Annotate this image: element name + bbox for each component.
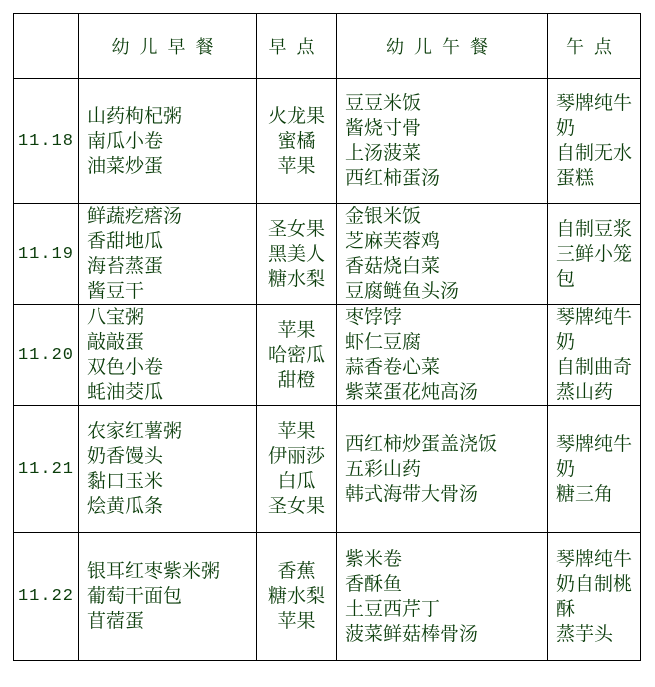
afternoon-snack-item: 奶 xyxy=(556,331,576,353)
header-breakfast: 幼儿早餐 xyxy=(79,14,257,79)
header-lunch: 幼儿午餐 xyxy=(337,14,548,79)
menu-body xyxy=(14,79,641,661)
morning-snack-item: 糖水梨 xyxy=(267,267,325,290)
afternoon-snack-item: 自制曲奇 xyxy=(556,356,633,378)
date-cell: 11.19 xyxy=(14,204,79,305)
morning-snack-item: 甜橙 xyxy=(277,368,316,391)
morning-snack-cell xyxy=(257,79,337,204)
afternoon-snack-item: 自制豆浆 xyxy=(556,217,633,240)
afternoon-snack-cell xyxy=(548,204,641,305)
afternoon-snack-item: 酥 xyxy=(556,597,576,620)
breakfast-item: 香甜地瓜 xyxy=(87,230,164,252)
lunch-item: 枣饽饽 xyxy=(345,306,403,328)
afternoon-snack-cell xyxy=(548,406,641,533)
afternoon-snack-item: 琴牌纯牛 xyxy=(556,547,633,570)
morning-snack-item: 苹果 xyxy=(277,154,316,177)
breakfast-item: 南瓜小卷 xyxy=(87,129,164,152)
afternoon-snack-item: 包 xyxy=(556,267,576,290)
breakfast-item: 葡萄干面包 xyxy=(87,585,183,607)
morning-snack-item: 圣女果 xyxy=(267,217,325,240)
breakfast-cell xyxy=(79,406,257,533)
afternoon-snack-cell xyxy=(548,305,641,406)
lunch-item: 土豆西芹丁 xyxy=(345,597,441,620)
lunch-item: 五彩山药 xyxy=(345,457,422,480)
lunch-item: 蒜香卷心菜 xyxy=(345,356,441,378)
menu-row xyxy=(14,79,641,204)
lunch-cell xyxy=(337,305,548,406)
date-cell: 11.18 xyxy=(14,79,79,204)
breakfast-item: 敲敲蛋 xyxy=(87,331,145,353)
morning-snack-cell xyxy=(257,305,337,406)
breakfast-item: 鲜蔬疙瘩汤 xyxy=(87,205,183,227)
breakfast-item: 八宝粥 xyxy=(87,306,145,328)
lunch-item: 菠菜鲜菇棒骨汤 xyxy=(345,622,479,645)
afternoon-snack-item: 自制无水 xyxy=(556,142,633,164)
lunch-cell xyxy=(337,533,548,661)
afternoon-snack-item: 糖三角 xyxy=(556,482,614,505)
afternoon-snack-cell xyxy=(548,533,641,661)
header-morning-snack: 早点 xyxy=(257,14,337,79)
date-cell: 11.21 xyxy=(14,406,79,533)
morning-snack-item: 圣女果 xyxy=(267,495,325,517)
breakfast-item: 烩黄瓜条 xyxy=(87,495,164,517)
header-row xyxy=(14,14,641,79)
lunch-item: 西红柿炒蛋盖浇饭 xyxy=(345,432,498,455)
lunch-item: 韩式海带大骨汤 xyxy=(345,482,479,505)
breakfast-item: 苜蓿蛋 xyxy=(87,610,145,632)
morning-snack-item: 苹果 xyxy=(277,610,316,632)
menu-row xyxy=(14,406,641,533)
morning-snack-item: 白瓜 xyxy=(277,470,316,492)
breakfast-cell xyxy=(79,305,257,406)
breakfast-item: 海苔蒸蛋 xyxy=(87,255,164,277)
morning-snack-item: 香蕉 xyxy=(277,560,316,582)
lunch-item: 紫菜蛋花炖高汤 xyxy=(345,381,479,403)
lunch-item: 豆豆米饭 xyxy=(345,92,422,114)
lunch-item: 香菇烧白菜 xyxy=(345,255,441,277)
afternoon-snack-item: 奶自制桃 xyxy=(556,572,633,595)
breakfast-item: 双色小卷 xyxy=(87,356,164,378)
morning-snack-item: 伊丽莎 xyxy=(267,445,325,467)
header-date xyxy=(14,14,79,79)
afternoon-snack-item: 奶 xyxy=(556,117,576,139)
morning-snack-cell xyxy=(257,406,337,533)
lunch-item: 紫米卷 xyxy=(345,547,403,570)
breakfast-item: 蚝油茭瓜 xyxy=(87,381,164,403)
morning-snack-cell xyxy=(257,533,337,661)
afternoon-snack-item: 琴牌纯牛 xyxy=(556,432,633,455)
lunch-item: 豆腐鲢鱼头汤 xyxy=(345,280,460,302)
afternoon-snack-item: 三鲜小笼 xyxy=(556,242,633,265)
breakfast-item: 黏口玉米 xyxy=(87,470,164,492)
morning-snack-item: 火龙果 xyxy=(267,104,325,127)
lunch-item: 香酥鱼 xyxy=(345,572,403,595)
date-cell: 11.22 xyxy=(14,533,79,661)
afternoon-snack-item: 奶 xyxy=(556,457,576,480)
breakfast-item: 酱豆干 xyxy=(87,280,145,302)
lunch-cell xyxy=(337,79,548,204)
menu-row xyxy=(14,204,641,305)
header-afternoon-snack: 午点 xyxy=(548,14,641,79)
afternoon-snack-item: 琴牌纯牛 xyxy=(556,92,633,114)
lunch-cell xyxy=(337,204,548,305)
morning-snack-item: 苹果 xyxy=(277,420,316,442)
date-cell: 11.20 xyxy=(14,305,79,406)
lunch-item: 虾仁豆腐 xyxy=(345,331,422,353)
afternoon-snack-item: 蛋糕 xyxy=(556,167,595,189)
breakfast-item: 银耳红枣紫米粥 xyxy=(87,560,221,582)
morning-snack-item: 苹果 xyxy=(277,318,316,341)
afternoon-snack-item: 蒸芋头 xyxy=(556,622,614,645)
lunch-item: 西红柿蛋汤 xyxy=(345,167,441,189)
breakfast-cell xyxy=(79,204,257,305)
lunch-item: 酱烧寸骨 xyxy=(345,117,422,139)
breakfast-item: 油菜炒蛋 xyxy=(87,154,164,177)
breakfast-cell xyxy=(79,533,257,661)
morning-snack-item: 糖水梨 xyxy=(267,585,325,607)
breakfast-item: 奶香馒头 xyxy=(87,445,164,467)
lunch-cell xyxy=(337,406,548,533)
morning-snack-cell xyxy=(257,204,337,305)
lunch-item: 芝麻芙蓉鸡 xyxy=(345,230,441,252)
breakfast-item: 山药枸杞粥 xyxy=(87,104,183,127)
breakfast-cell xyxy=(79,79,257,204)
afternoon-snack-item: 琴牌纯牛 xyxy=(556,306,633,328)
morning-snack-item: 哈密瓜 xyxy=(267,343,325,366)
afternoon-snack-item: 蒸山药 xyxy=(556,381,614,403)
menu-row xyxy=(14,533,641,661)
morning-snack-item: 蜜橘 xyxy=(277,129,316,152)
lunch-item: 上汤菠菜 xyxy=(345,142,422,164)
afternoon-snack-cell xyxy=(548,79,641,204)
breakfast-item: 农家红薯粥 xyxy=(87,420,183,442)
lunch-item: 金银米饭 xyxy=(345,205,422,227)
weekly-menu-table xyxy=(13,13,641,661)
menu-row xyxy=(14,305,641,406)
morning-snack-item: 黑美人 xyxy=(267,242,325,265)
